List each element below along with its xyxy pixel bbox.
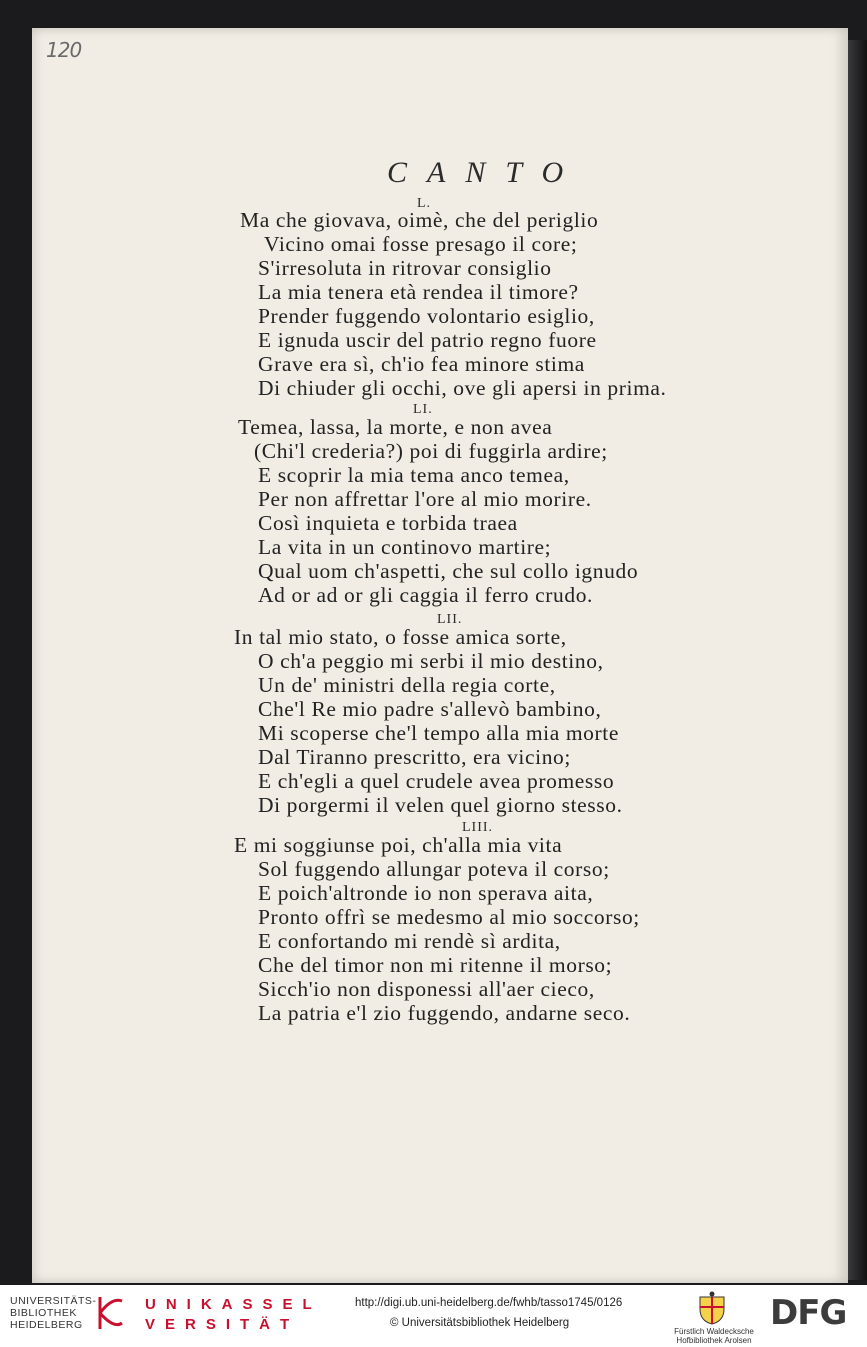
permalink-url[interactable]: http://digi.ub.uni-heidelberg.de/fwhb/tasso1745/0126	[355, 1297, 623, 1309]
logo-line: UNIVERSITÄTS-	[10, 1295, 97, 1307]
verse-line: In tal mio stato, o fosse amica sorte,	[234, 625, 567, 649]
waldeck-line-1: Fürstlich Waldecksche	[674, 1327, 754, 1336]
verse-line: Pronto offrì se medesmo al mio soccorso;	[258, 905, 640, 929]
waldeck-line-2: Hofbibliothek Arolsen	[676, 1336, 752, 1345]
kassel-line-2: VERSITÄT	[145, 1316, 300, 1333]
scanned-page	[32, 28, 848, 1283]
stanza-number: L.	[417, 196, 432, 211]
canto-title: CANTO	[387, 156, 584, 189]
verse-line: Dal Tiranno prescritto, era vicino;	[258, 745, 571, 769]
verse-line: Che del timor non mi ritenne il morso;	[258, 953, 613, 977]
verse-line: Prender fuggendo volontario esiglio,	[258, 304, 595, 328]
verse-line: S'irresoluta in ritrovar consiglio	[258, 256, 552, 280]
kassel-line-1: UNIKASSEL	[145, 1296, 322, 1313]
stanza-number: LI.	[413, 402, 433, 417]
verse-line: Di chiuder gli occhi, ove gli apersi in prima.	[258, 376, 667, 400]
logo-line: HEIDELBERG	[10, 1319, 83, 1331]
verse-line: (Chi'l crederia?) poi di fuggirla ardire;	[254, 439, 608, 463]
verse-line: Ma che giovava, oimè, che del periglio	[240, 208, 599, 232]
verse-line: Per non affrettar l'ore al mio morire.	[258, 487, 592, 511]
verse-line: Un de' ministri della regia corte,	[258, 673, 556, 697]
logo-line: BIBLIOTHEK	[10, 1307, 77, 1319]
verse-line: Vicino omai fosse presago il core;	[264, 232, 578, 256]
heidelberg-logo-text	[10, 1295, 96, 1331]
stanza-number: LII.	[437, 612, 463, 627]
copyright-notice: © Universitätsbibliothek Heidelberg	[390, 1317, 570, 1329]
verse-line: E confortando mi rendè sì ardita,	[258, 929, 561, 953]
folio-number: 120	[46, 38, 82, 62]
verse-line: Qual uom ch'aspetti, che sul collo ignudo	[258, 559, 639, 583]
stanza-number: LIII.	[462, 820, 494, 835]
heidelberg-logo-icon	[96, 1293, 126, 1333]
verse-line: E poich'altronde io non sperava aita,	[258, 881, 594, 905]
verse-line: Sicch'io non disponessi all'aer cieco,	[258, 977, 595, 1001]
verse-line: Sol fuggendo allungar poteva il corso;	[258, 857, 610, 881]
kassel-logo	[145, 1295, 322, 1335]
verse-line: E ignuda uscir del patrio regno fuore	[258, 328, 597, 352]
verse-line: Ad or ad or gli caggia il ferro crudo.	[258, 583, 594, 607]
verse-line: E scoprir la mia tema anco temea,	[258, 463, 570, 487]
verse-line: La mia tenera età rendea il timore?	[258, 280, 579, 304]
verse-line: Che'l Re mio padre s'allevò bambino,	[258, 697, 602, 721]
verse-line: Grave era sì, ch'io fea minore stima	[258, 352, 585, 376]
footer-bar	[0, 1285, 867, 1347]
waldeck-crest-icon	[697, 1291, 727, 1325]
waldeck-logo-text	[668, 1327, 760, 1345]
verse-line: E mi soggiunse poi, ch'alla mia vita	[234, 833, 563, 857]
verse-line: O ch'a peggio mi serbi il mio destino,	[258, 649, 604, 673]
verse-line: Di porgermi il velen quel giorno stesso.	[258, 793, 623, 817]
verse-line: La patria e'l zio fuggendo, andarne seco.	[258, 1001, 631, 1025]
page-edge	[848, 40, 867, 1280]
verse-line: Temea, lassa, la morte, e non avea	[238, 415, 553, 439]
verse-line: Mi scoperse che'l tempo alla mia morte	[258, 721, 620, 745]
verse-line: Così inquieta e torbida traea	[258, 511, 518, 535]
verse-line: E ch'egli a quel crudele avea promesso	[258, 769, 615, 793]
verse-line: La vita in un continovo martire;	[258, 535, 552, 559]
dfg-logo: DFG	[770, 1293, 847, 1333]
